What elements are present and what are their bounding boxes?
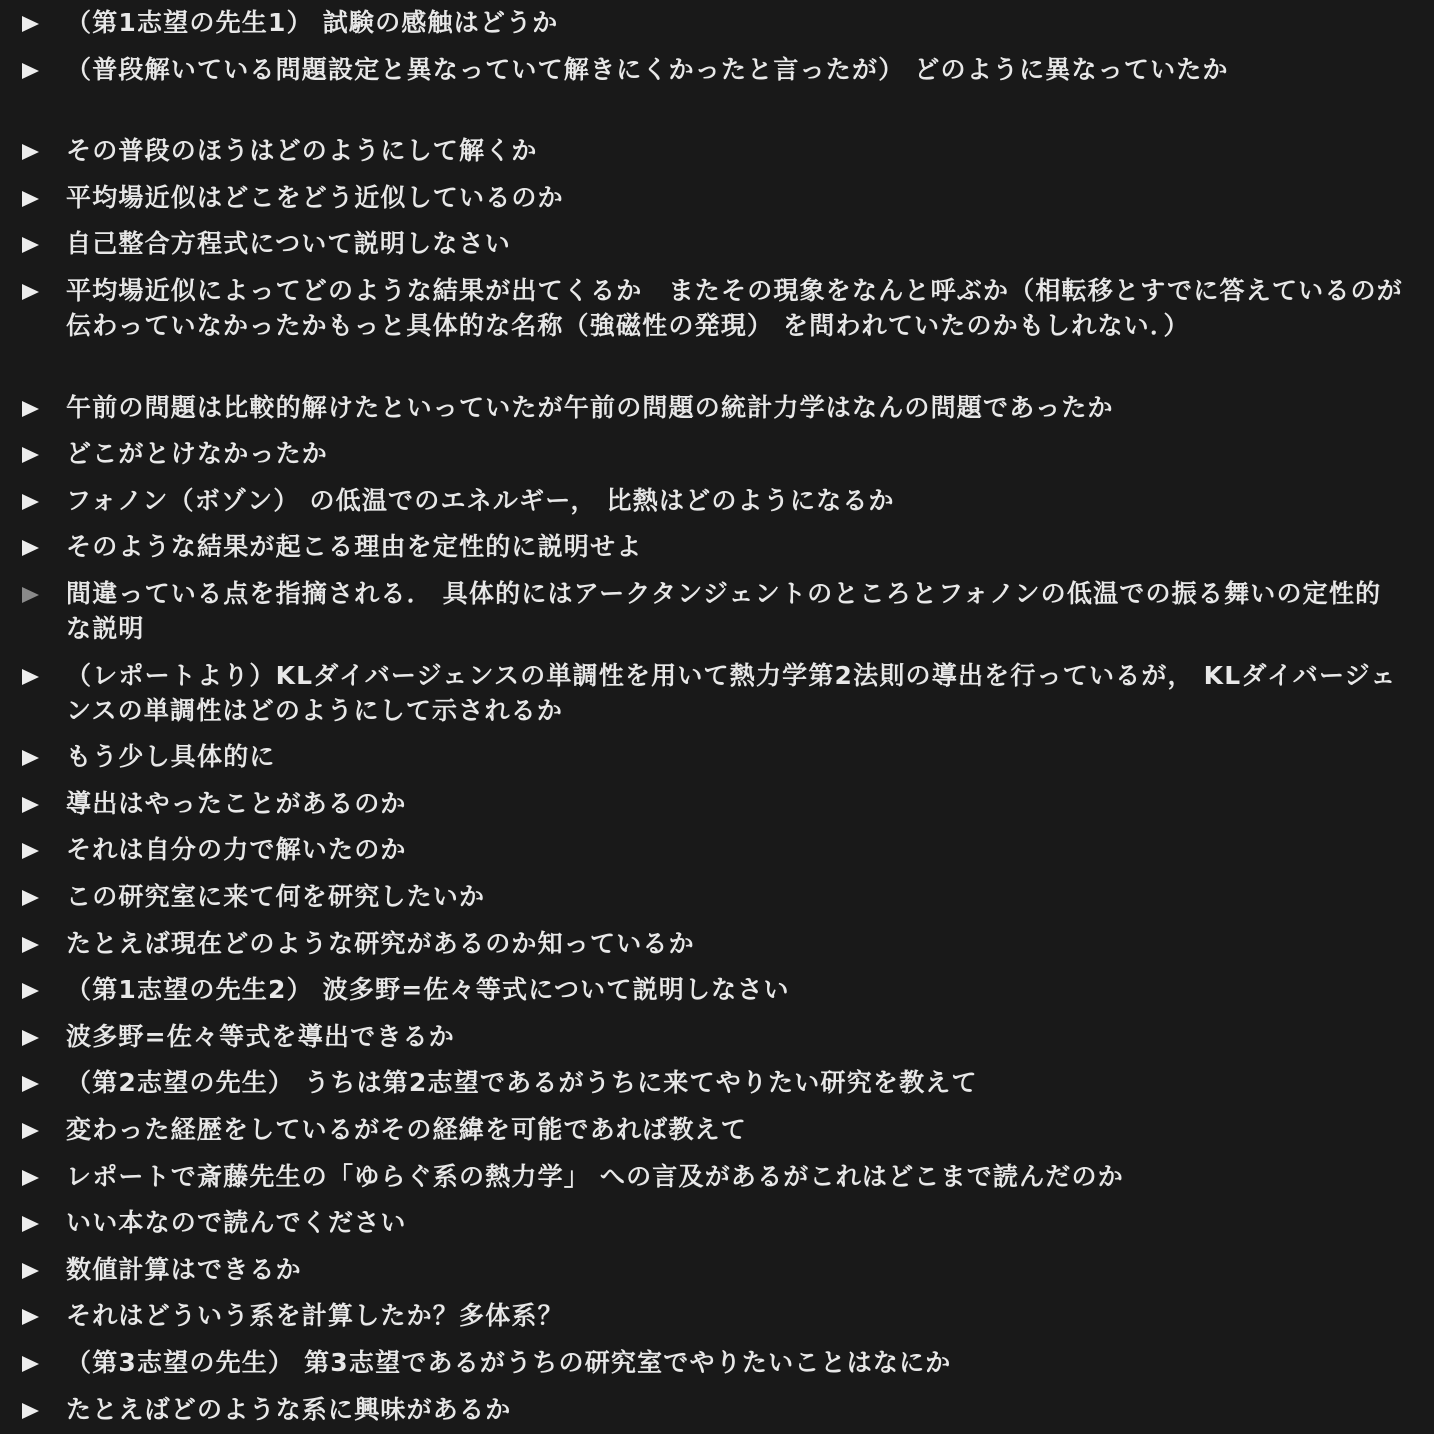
- toggle-item[interactable]: [0, 136, 1434, 174]
- toggle-triangle-icon[interactable]: [22, 540, 39, 556]
- toggle-triangle-icon[interactable]: [22, 983, 39, 999]
- toggle-triangle-icon[interactable]: [22, 1076, 39, 1092]
- toggle-triangle-icon[interactable]: [22, 144, 39, 160]
- toggle-triangle-icon[interactable]: [22, 284, 39, 300]
- toggle-item-text: その普段のほうはどのようにして解くか: [66, 136, 538, 165]
- toggle-item-text: もう少し具体的に: [66, 742, 276, 771]
- toggle-item[interactable]: [0, 183, 1434, 221]
- toggle-item[interactable]: [0, 1255, 1434, 1293]
- toggle-triangle-icon[interactable]: [22, 1403, 39, 1419]
- toggle-triangle-icon[interactable]: [22, 1216, 39, 1232]
- toggle-triangle-icon[interactable]: [22, 937, 39, 953]
- toggle-item-text: 数値計算はできるか: [66, 1255, 302, 1284]
- toggle-item[interactable]: [0, 1208, 1434, 1246]
- toggle-item-text: 導出はやったことがあるのか: [66, 789, 407, 818]
- toggle-item-text: 間違っている点を指摘される． 具体的にはアークタンジェントのところとフォノンの低温での振る舞いの定性的な説明: [66, 579, 1382, 643]
- toggle-item[interactable]: [0, 882, 1434, 920]
- toggle-item-text: いい本なので読んでください: [66, 1208, 407, 1237]
- toggle-triangle-icon[interactable]: [22, 16, 39, 32]
- toggle-triangle-icon[interactable]: [22, 63, 39, 79]
- toggle-item[interactable]: [0, 1348, 1434, 1386]
- toggle-item-text: フォノン（ボゾン） の低温でのエネルギー， 比熱はどのようになるか: [66, 486, 895, 515]
- toggle-item-text: （第1志望の先生2） 波多野=佐々等式について説明しなさい: [66, 975, 790, 1004]
- toggle-item-text: （第2志望の先生） うちは第2志望であるがうちに来てやりたい研究を教えて: [66, 1068, 978, 1097]
- toggle-triangle-icon[interactable]: [22, 401, 39, 417]
- toggle-item-text: 変わった経歴をしているがその経緯を可能であれば教えて: [66, 1115, 747, 1144]
- toggle-item[interactable]: [0, 229, 1434, 267]
- toggle-item[interactable]: [0, 486, 1434, 524]
- toggle-item[interactable]: [0, 742, 1434, 780]
- toggle-triangle-icon[interactable]: [22, 1309, 39, 1325]
- toggle-item-text: （普段解いている問題設定と異なっていて解きにくかったと言ったが） どのように異なっていたか: [66, 55, 1229, 84]
- toggle-item-text: どこがとけなかったか: [66, 439, 329, 468]
- toggle-triangle-icon[interactable]: [22, 587, 39, 603]
- toggle-triangle-icon[interactable]: [22, 843, 39, 859]
- toggle-item[interactable]: [0, 8, 1434, 46]
- toggle-triangle-icon[interactable]: [22, 890, 39, 906]
- toggle-item[interactable]: [0, 579, 1434, 652]
- toggle-item-text: それはどういう系を計算したか？多体系？: [66, 1301, 564, 1330]
- toggle-item[interactable]: [0, 1301, 1434, 1339]
- toggle-triangle-icon[interactable]: [22, 1356, 39, 1372]
- toggle-triangle-icon[interactable]: [22, 494, 39, 510]
- toggle-item[interactable]: [0, 789, 1434, 827]
- toggle-item[interactable]: [0, 975, 1434, 1013]
- toggle-triangle-icon[interactable]: [22, 237, 39, 253]
- toggle-item-text: この研究室に来て何を研究したいか: [66, 882, 486, 911]
- toggle-item-text: （レポートより）KLダイバージェンスの単調性を用いて熱力学第2法則の導出を行っているが， KLダイバージェンスの単調性はどのようにして示されるか: [66, 661, 1397, 725]
- toggle-item[interactable]: [0, 1115, 1434, 1153]
- toggle-item[interactable]: [0, 1162, 1434, 1200]
- toggle-triangle-icon[interactable]: [22, 447, 39, 463]
- toggle-item-text: 波多野=佐々等式を導出できるか: [66, 1022, 455, 1051]
- toggle-item-text: （第3志望の先生） 第3志望であるがうちの研究室でやりたいことはなにか: [66, 1348, 952, 1377]
- toggle-triangle-icon[interactable]: [22, 797, 39, 813]
- toggle-triangle-icon[interactable]: [22, 1170, 39, 1186]
- toggle-item[interactable]: [0, 276, 1434, 384]
- toggle-item-text: それは自分の力で解いたのか: [66, 835, 407, 864]
- toggle-triangle-icon[interactable]: [22, 750, 39, 766]
- toggle-item[interactable]: [0, 835, 1434, 873]
- toggle-triangle-icon[interactable]: [22, 1123, 39, 1139]
- toggle-item-text: 自己整合方程式について説明しなさい: [66, 229, 511, 258]
- toggle-item[interactable]: [0, 55, 1434, 128]
- toggle-triangle-icon[interactable]: [22, 669, 39, 685]
- toggle-item-text: 平均場近似はどこをどう近似しているのか: [66, 183, 564, 212]
- toggle-item[interactable]: [0, 439, 1434, 477]
- toggle-item-text: たとえばどのような系に興味があるか: [66, 1395, 512, 1424]
- toggle-item[interactable]: [0, 1395, 1434, 1433]
- toggle-triangle-icon[interactable]: [22, 1030, 39, 1046]
- toggle-item-text: （第1志望の先生1） 試験の感触はどうか: [66, 8, 559, 37]
- toggle-triangle-icon[interactable]: [22, 191, 39, 207]
- toggle-item[interactable]: [0, 532, 1434, 570]
- toggle-item-text: そのような結果が起こる理由を定性的に説明せよ: [66, 532, 643, 561]
- toggle-item-text: たとえば現在どのような研究があるのか知っているか: [66, 929, 695, 958]
- toggle-item-text: レポートで斎藤先生の「ゆらぐ系の熱力学」 への言及があるがこれはどこまで読んだのか: [66, 1162, 1124, 1191]
- toggle-item-text: 平均場近似によってどのような結果が出てくるか またその現象をなんと呼ぶか（相転移とすでに答えているのが伝わっていなかったかもっと具体的な名称（強磁性の発現） を問われていたのかもしれない．）: [66, 276, 1403, 340]
- toggle-item[interactable]: [0, 661, 1434, 734]
- toggle-item[interactable]: [0, 1022, 1434, 1060]
- toggle-triangle-icon[interactable]: [22, 1263, 39, 1279]
- toggle-item[interactable]: [0, 393, 1434, 431]
- toggle-item[interactable]: [0, 1068, 1434, 1106]
- toggle-item[interactable]: [0, 929, 1434, 967]
- toggle-item-text: 午前の問題は比較的解けたといっていたが午前の問題の統計力学はなんの問題であったか: [66, 393, 1114, 422]
